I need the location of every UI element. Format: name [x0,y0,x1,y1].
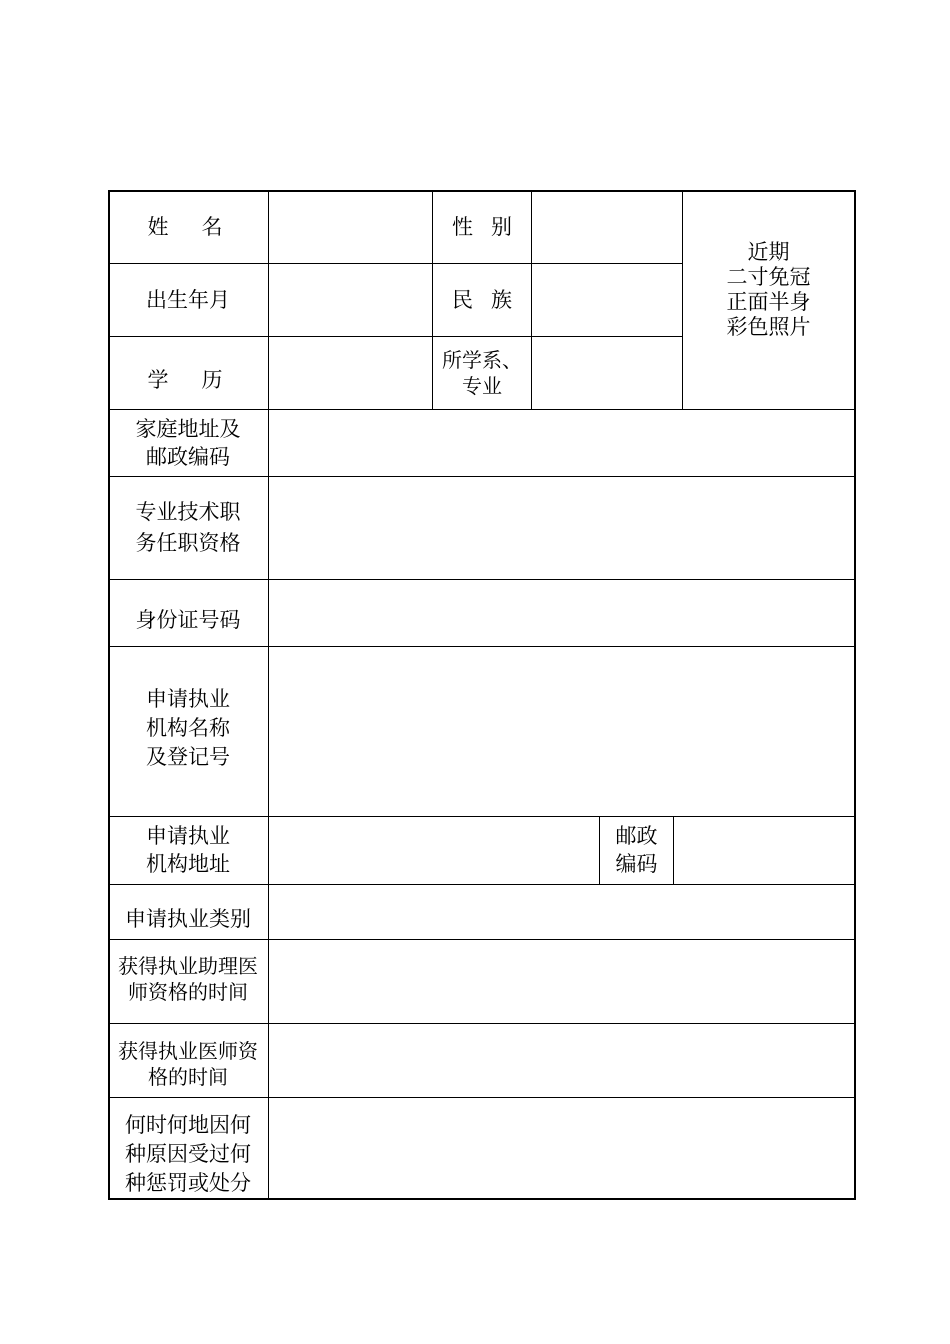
category-field[interactable] [269,885,854,939]
gender-field[interactable] [532,191,682,263]
birth-field[interactable] [269,264,432,336]
penalty-label: 何时何地因何 种原因受过何 种惩罚或处分 [125,1113,251,1195]
physician-time-field[interactable] [269,1024,854,1097]
id-field[interactable] [269,580,854,646]
name-field[interactable] [269,191,432,263]
ethnicity-field[interactable] [532,264,682,336]
category-label: 申请执业类别 [125,906,251,931]
education-label: 学 历 [147,367,229,392]
education-field[interactable] [269,337,432,409]
penalty-field[interactable] [269,1098,854,1198]
photo-placeholder[interactable]: 近期 二寸免冠 正面半身 彩色照片 [726,240,811,339]
assistant-time-field[interactable] [269,940,854,1023]
major-label: 所学系、 专业 [442,347,522,398]
postcode-field[interactable] [674,817,854,884]
org-field[interactable] [269,647,854,816]
assistant-time-label: 获得执业助理医 师资格的时间 [118,954,258,1004]
title-label: 专业技术职 务任职资格 [135,499,241,555]
org-address-label: 申请执业 机构地址 [146,824,230,876]
title-field[interactable] [269,477,854,579]
ethnicity-label: 民族 [452,287,530,312]
org-label: 申请执业 机构名称 及登记号 [146,686,230,769]
name-label: 姓 名 [147,214,229,239]
major-field[interactable] [532,337,682,409]
address-field[interactable] [269,410,854,476]
birth-label: 出生年月 [146,287,230,312]
postcode-label: 邮政 编码 [615,824,658,876]
physician-time-label: 获得执业医师资 格的时间 [118,1039,258,1089]
address-label: 家庭地址及 邮政编码 [135,416,241,469]
id-label: 身份证号码 [135,607,241,632]
org-address-field[interactable] [269,817,599,884]
gender-label: 性别 [452,214,530,239]
